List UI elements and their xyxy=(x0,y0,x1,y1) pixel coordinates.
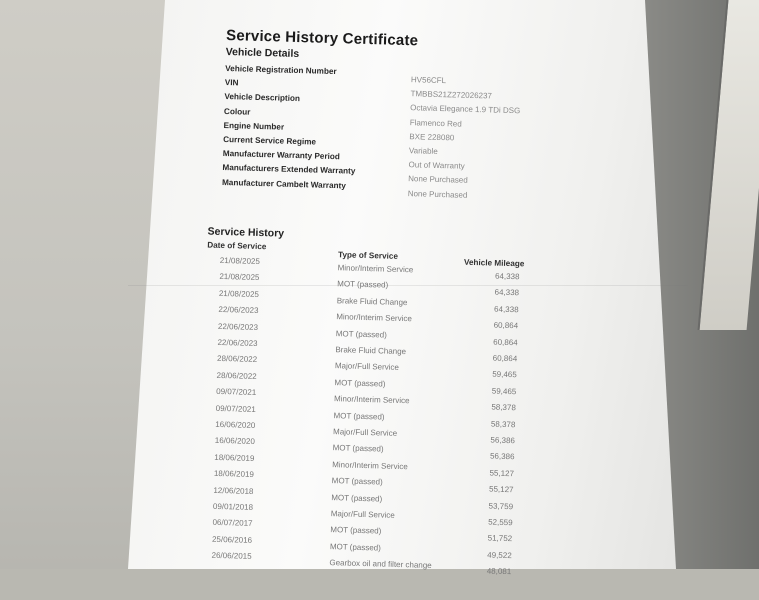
service-type: MOT (passed) xyxy=(337,279,389,291)
page-title: Service History Certificate xyxy=(225,27,419,50)
service-mileage: 53,759 xyxy=(488,501,514,511)
vehicle-detail-value: Octavia Elegance 1.9 TDi DSG xyxy=(410,103,521,116)
service-type: MOT (passed) xyxy=(330,525,382,536)
service-history-heading: Service History xyxy=(207,225,285,240)
service-mileage: 56,386 xyxy=(490,435,516,446)
service-date: 09/07/2021 xyxy=(215,403,256,414)
column-header-mileage: Vehicle Mileage xyxy=(463,257,525,269)
vehicle-detail-value: HV56CFL xyxy=(410,75,447,86)
service-mileage: 64,338 xyxy=(494,271,520,282)
service-type: Minor/Interim Service xyxy=(332,459,408,472)
vehicle-detail-label: Manufacturer Warranty Period xyxy=(222,149,340,162)
vehicle-detail-label: Colour xyxy=(223,106,251,117)
vehicle-detail-label: Engine Number xyxy=(223,120,285,132)
service-date: 22/06/2023 xyxy=(218,305,259,316)
service-date: 21/08/2025 xyxy=(219,272,260,283)
vehicle-detail-value: Flamenco Red xyxy=(409,117,462,129)
service-date: 09/07/2021 xyxy=(216,387,257,398)
vehicle-detail-label: Vehicle Description xyxy=(224,92,301,104)
vehicle-detail-value: None Purchased xyxy=(408,174,468,186)
service-mileage: 58,378 xyxy=(490,419,516,429)
service-type: Major/Full Service xyxy=(332,427,398,438)
service-type: MOT (passed) xyxy=(332,443,384,454)
service-type: MOT (passed) xyxy=(333,410,385,422)
service-date: 26/06/2015 xyxy=(211,550,252,562)
service-type: Major/Full Service xyxy=(330,509,395,520)
service-mileage: 49,522 xyxy=(487,550,512,560)
service-date: 21/08/2025 xyxy=(219,255,261,267)
vehicle-detail-label: VIN xyxy=(224,78,239,88)
service-date: 28/06/2022 xyxy=(216,370,257,381)
service-mileage: 51,752 xyxy=(487,533,513,544)
service-date: 18/06/2019 xyxy=(213,469,255,480)
service-type: MOT (passed) xyxy=(331,476,383,487)
service-type: MOT (passed) xyxy=(329,541,381,553)
service-date: 18/06/2019 xyxy=(214,452,255,463)
service-mileage: 60,864 xyxy=(492,353,518,364)
service-mileage: 55,127 xyxy=(489,468,515,479)
service-mileage: 60,864 xyxy=(493,320,519,331)
vehicle-detail-value: TMBBS21Z272026237 xyxy=(410,89,493,101)
service-type: Minor/Interim Service xyxy=(333,394,410,406)
service-date: 28/06/2022 xyxy=(216,354,258,365)
service-type: Brake Fluid Change xyxy=(335,345,407,357)
service-type: Gearbox oil and filter change xyxy=(329,558,432,571)
service-type: Minor/Interim Service xyxy=(337,263,414,275)
service-type: Major/Full Service xyxy=(334,361,400,373)
vehicle-details-heading: Vehicle Details xyxy=(225,45,300,61)
vehicle-detail-value: BXE 228080 xyxy=(409,131,455,143)
service-mileage: 59,465 xyxy=(492,369,517,380)
service-type: MOT (passed) xyxy=(331,492,383,504)
service-mileage: 56,386 xyxy=(489,451,515,462)
service-mileage: 55,127 xyxy=(488,484,514,495)
service-type: Minor/Interim Service xyxy=(336,312,412,324)
service-date: 25/06/2016 xyxy=(211,534,253,545)
service-date: 06/07/2017 xyxy=(212,518,253,529)
vehicle-detail-value: Variable xyxy=(408,146,438,156)
column-header-type: Type of Service xyxy=(337,250,399,261)
service-mileage: 64,338 xyxy=(494,287,520,298)
service-date: 12/06/2018 xyxy=(213,485,254,496)
vehicle-detail-label: Current Service Regime xyxy=(223,134,317,147)
service-mileage: 64,338 xyxy=(494,304,519,315)
service-date: 16/06/2020 xyxy=(215,419,256,430)
service-date: 09/01/2018 xyxy=(212,501,254,512)
service-type: MOT (passed) xyxy=(334,377,386,389)
service-mileage: 58,378 xyxy=(491,402,516,413)
service-mileage: 48,081 xyxy=(486,566,512,577)
service-date: 22/06/2023 xyxy=(217,337,258,348)
vehicle-detail-value: Out of Warranty xyxy=(408,160,465,171)
vehicle-detail-label: Manufacturer Cambelt Warranty xyxy=(221,177,347,190)
service-type: MOT (passed) xyxy=(335,328,387,340)
vehicle-detail-label: Vehicle Registration Number xyxy=(225,63,337,77)
service-date: 22/06/2023 xyxy=(217,321,259,332)
service-mileage: 60,864 xyxy=(493,337,518,347)
service-mileage: 59,465 xyxy=(491,386,517,397)
service-date: 16/06/2020 xyxy=(214,436,255,447)
service-date: 21/08/2025 xyxy=(218,288,260,299)
service-mileage: 52,559 xyxy=(488,517,513,528)
vehicle-detail-value: None Purchased xyxy=(407,188,468,200)
column-header-date: Date of Service xyxy=(207,240,267,252)
vehicle-detail-label: Manufacturers Extended Warranty xyxy=(222,163,356,177)
service-type: Brake Fluid Change xyxy=(336,295,408,307)
